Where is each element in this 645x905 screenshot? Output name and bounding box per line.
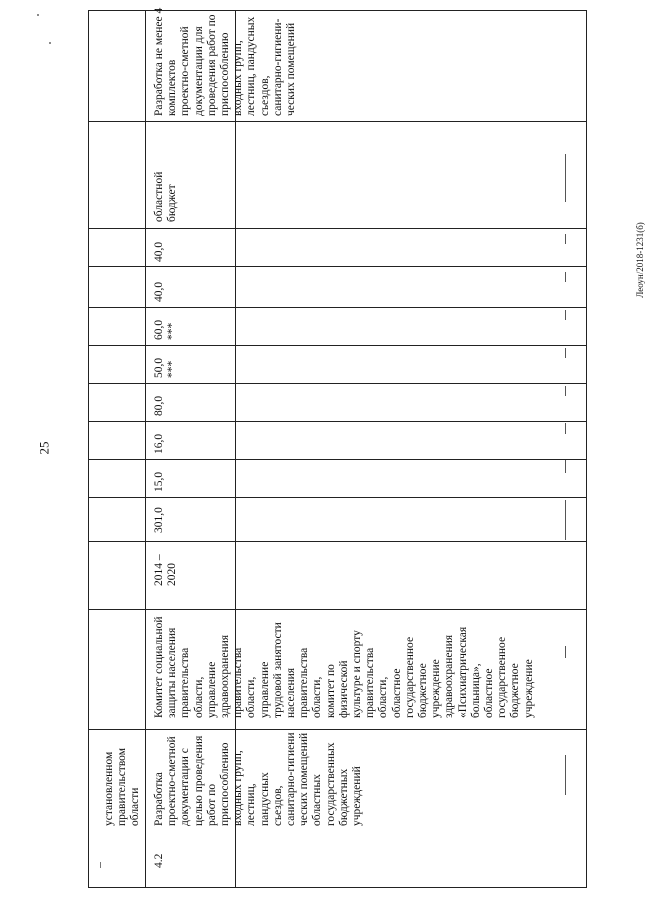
column-divider xyxy=(89,307,586,308)
funding-2020: 40,0 xyxy=(153,241,165,262)
column-divider xyxy=(89,541,586,542)
column-divider xyxy=(89,121,586,122)
scan-speck xyxy=(37,14,39,16)
dash-mark xyxy=(565,755,566,795)
column-divider xyxy=(89,421,586,422)
implementation-period: 2014 – 2020 xyxy=(153,554,179,586)
dash-mark xyxy=(565,386,566,396)
funding-source: областной бюджет xyxy=(153,171,179,222)
document-code: Леоун/2018-1231(б) xyxy=(634,222,645,298)
dash-mark xyxy=(565,348,566,358)
dash-mark xyxy=(565,500,566,540)
dash-mark xyxy=(100,862,101,868)
measure-name: Разработка проектно-сметной документации с целью проведения работ по приспособлению входных групп, лестниц, пандусных съездов, санитарно-гигиени ческих помещений областных государственных бюджетных учреждений xyxy=(153,732,364,826)
expected-result: Разработка не менее 4 комплектов проектно-сметной документации для проведения работ по приспособлению входных групп, лестниц, пандусных съездов, санитарно-гигиени- ческих помещений xyxy=(153,7,298,116)
dash-mark xyxy=(565,460,566,473)
funding-2014: 15,0 xyxy=(153,471,165,492)
column-divider xyxy=(89,459,586,460)
dash-mark xyxy=(565,154,566,202)
header-cell-text: установленном правительством области xyxy=(103,748,142,826)
dash-mark xyxy=(565,272,566,282)
funding-2017: 50,0 *** xyxy=(153,357,179,378)
funding-2016: 80,0 xyxy=(153,395,165,416)
scan-speck xyxy=(49,42,51,44)
funding-2018: 60,0 *** xyxy=(153,319,179,340)
page-number: 25 xyxy=(36,441,52,455)
column-divider xyxy=(89,729,586,730)
column-divider xyxy=(89,497,586,498)
funding-2015: 16,0 xyxy=(153,433,165,454)
dash-mark xyxy=(565,310,566,320)
row-number: 4.2 xyxy=(153,853,165,868)
dash-mark xyxy=(565,423,566,434)
column-divider xyxy=(89,383,586,384)
column-divider xyxy=(89,228,586,229)
executors: Комитет социальной защиты населения правительства области, управление здравоохранения правительства области, управление трудовой занятости населения правительства области, комитет по физической культуре и спорту правительства области, областное государственное бюджетное учреждение здравоохранения «Психиатрическая больница», областное государственное бюджетное учреждение xyxy=(153,616,535,718)
funding-2019: 40,0 xyxy=(153,281,165,302)
dash-mark xyxy=(565,646,566,658)
column-divider xyxy=(89,609,586,610)
column-divider xyxy=(89,345,586,346)
column-divider xyxy=(89,266,586,267)
dash-mark xyxy=(565,234,566,244)
row-divider xyxy=(145,11,146,887)
funding-total: 301,0 xyxy=(153,507,165,533)
